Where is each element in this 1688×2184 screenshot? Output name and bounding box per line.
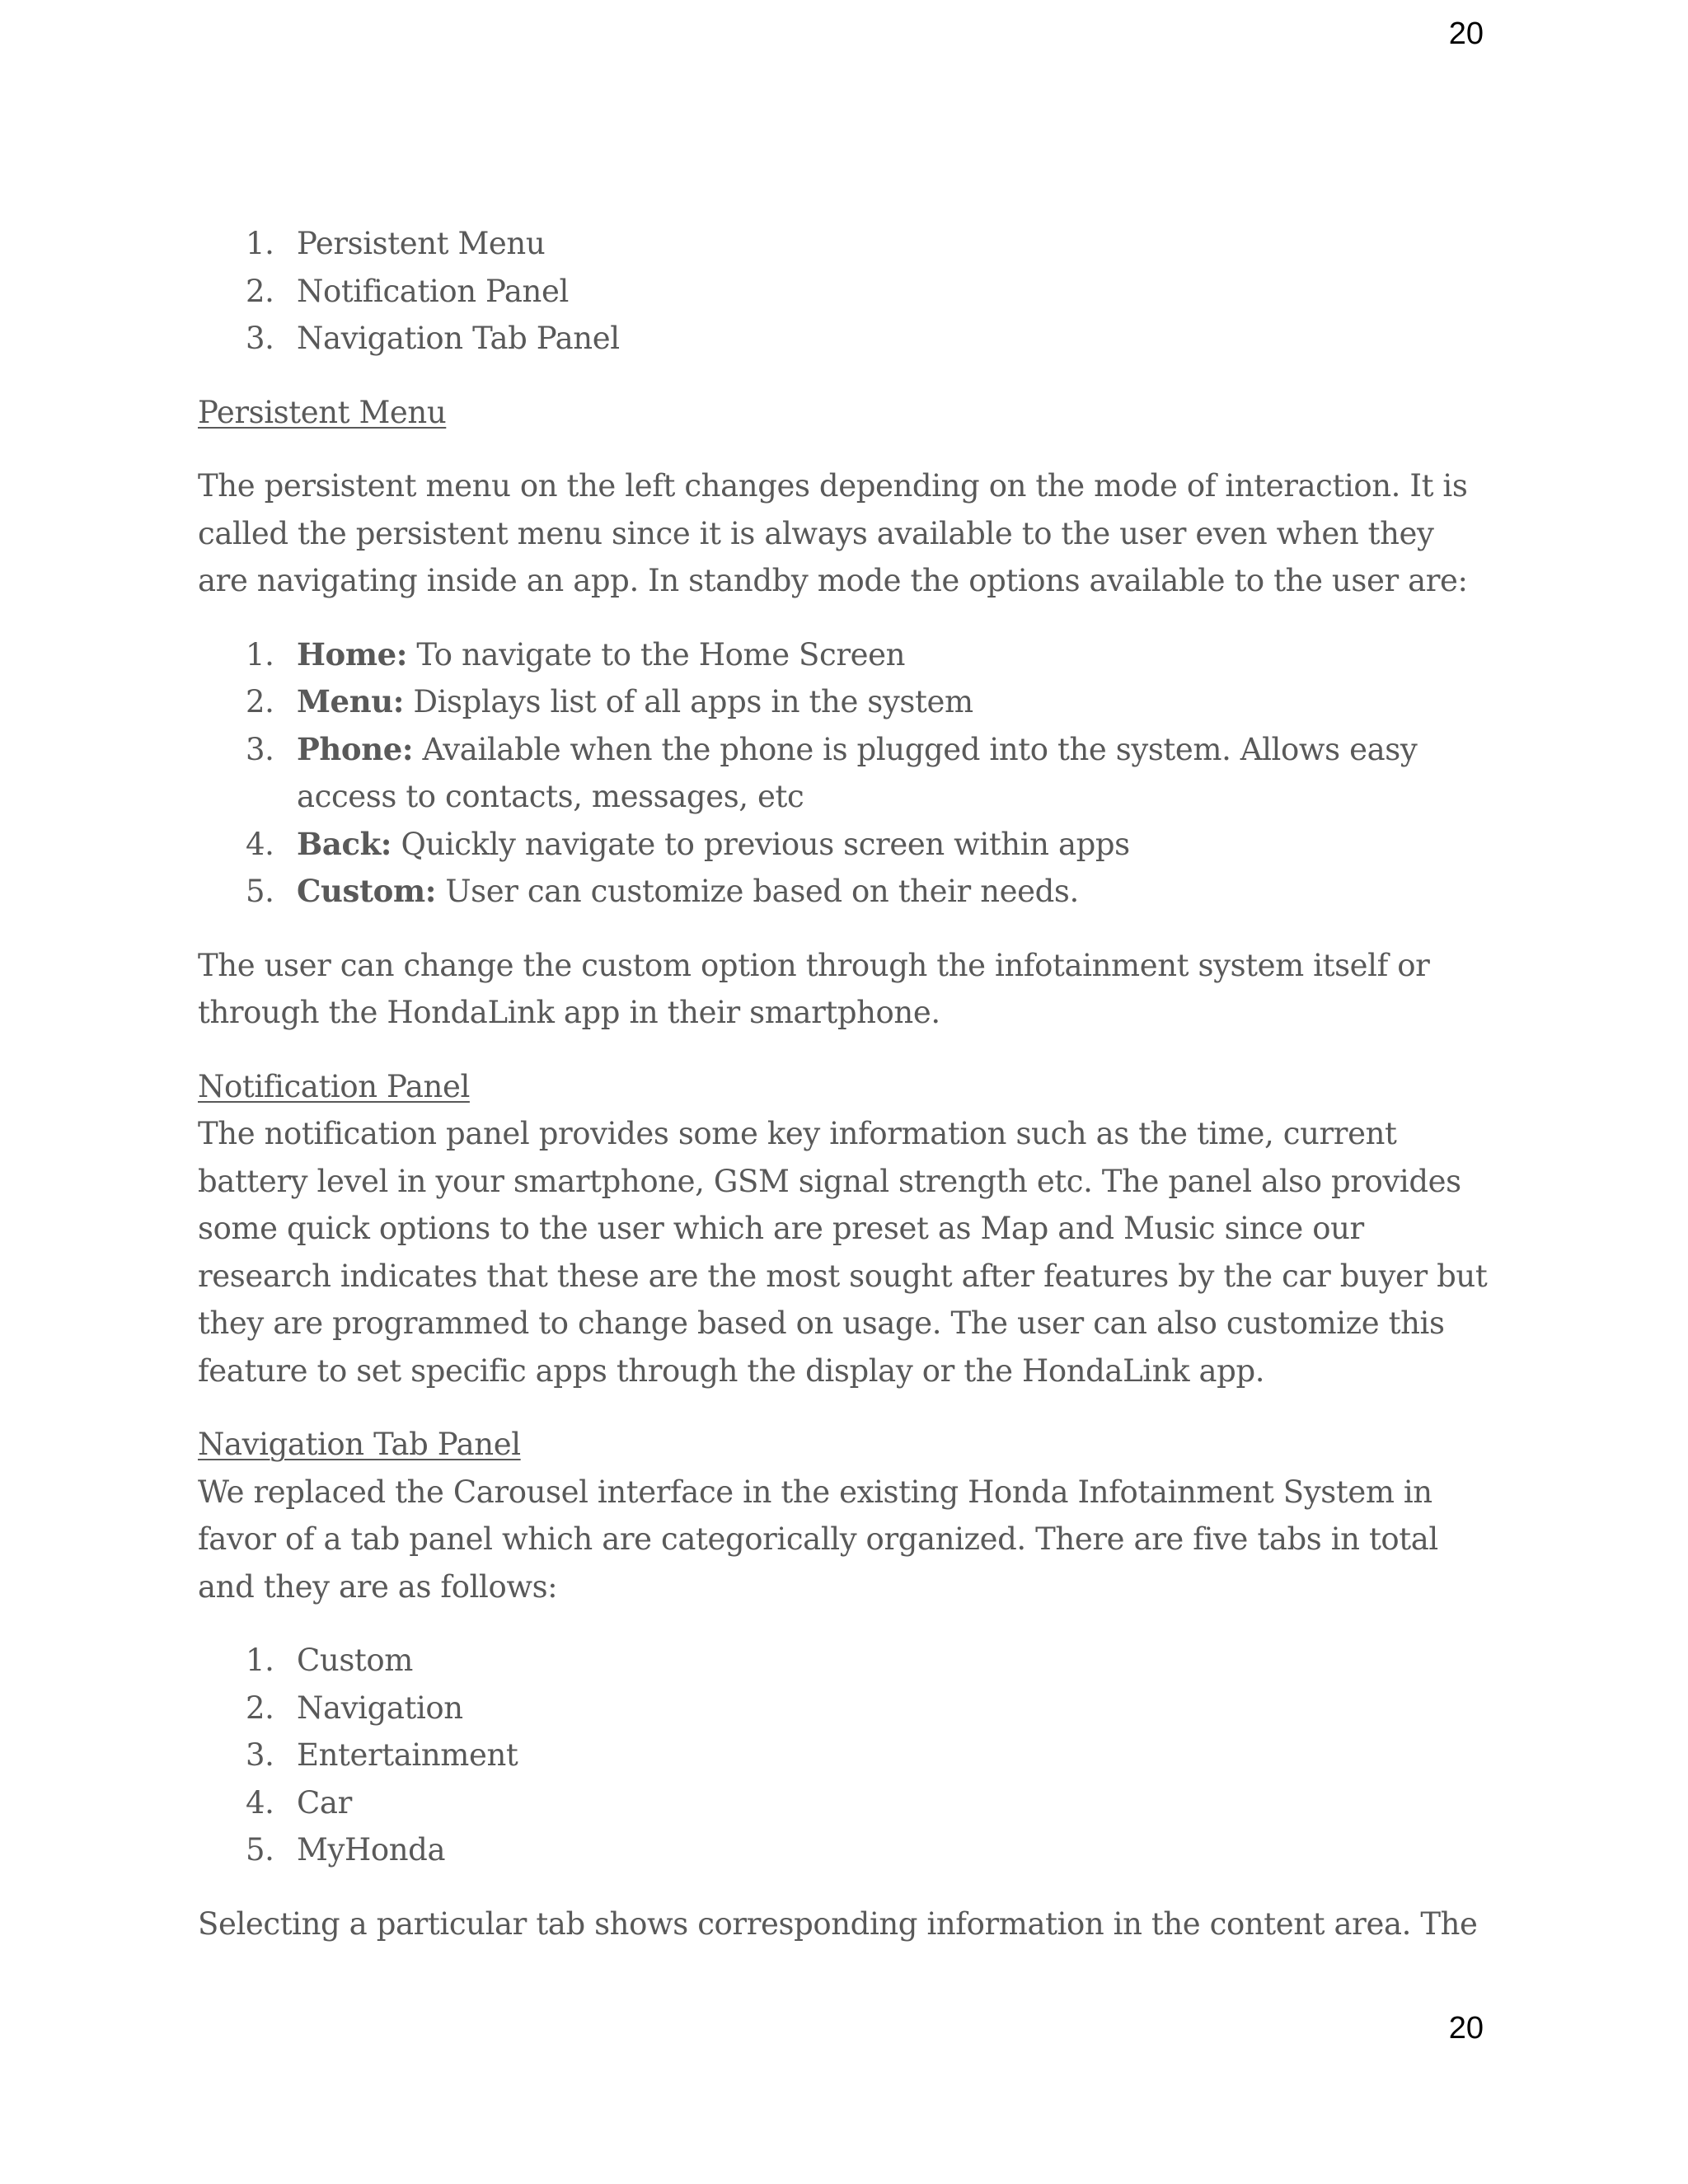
persistent-menu-body: The persistent menu on the left changes depending on the mode of interaction. It is called the persistent menu since it is always available to the user even when they are navigating inside an app. In standby mode the options available to the user are: [198, 468, 1468, 598]
list-number: 1. [246, 1643, 274, 1678]
option-term: Menu: [297, 683, 404, 719]
list-item [198, 726, 1492, 821]
list-item-text: Notification Panel [297, 273, 569, 309]
navigation-tab-panel-closing: Selecting a particular tab shows corresponding information in the content area. The [198, 1905, 1478, 1942]
section-heading-notification-panel [198, 1063, 1492, 1111]
list-item [198, 1826, 1492, 1874]
option-desc: Displays list of all apps in the system [403, 684, 973, 719]
heading-text: Notification Panel [198, 1068, 470, 1104]
list-number: 2. [246, 684, 274, 719]
list-item [198, 1685, 1492, 1732]
section-heading-navigation-tab-panel [198, 1421, 1492, 1469]
option-term: Home: [297, 635, 407, 673]
page-number-top: 20 [1448, 16, 1484, 51]
list-number: 3. [246, 1737, 274, 1773]
option-term: Custom: [297, 873, 436, 909]
list-item [198, 821, 1492, 869]
option-desc: To navigate to the Home Screen [407, 636, 906, 673]
option-term: Phone: [297, 730, 414, 767]
list-item [198, 1732, 1492, 1779]
tab-list [198, 1637, 1492, 1874]
heading-text: Persistent Menu [198, 394, 447, 430]
persistent-menu-followup: The user can change the custom option through the infotainment system itself or through the HondaLink app in their smartphone. [198, 947, 1430, 1030]
list-item [198, 268, 1492, 316]
option-desc: User can customize based on their needs. [435, 874, 1079, 909]
list-number: 3. [246, 321, 274, 356]
persistent-menu-options [198, 631, 1492, 916]
option-desc: Quickly navigate to previous screen within apps [392, 826, 1130, 862]
list-item-text: Navigation [297, 1690, 463, 1726]
list-item [198, 631, 1492, 679]
list-number: 2. [246, 273, 274, 309]
list-item-text: Car [297, 1784, 352, 1821]
heading-text: Navigation Tab Panel [198, 1427, 521, 1462]
list-number: 5. [246, 874, 274, 909]
list-item [198, 315, 1492, 363]
list-item [198, 1637, 1492, 1685]
list-number: 5. [246, 1832, 274, 1868]
list-number: 4. [246, 1784, 274, 1821]
list-item [198, 220, 1492, 268]
list-number: 1. [246, 636, 274, 673]
list-item [198, 1779, 1492, 1827]
option-desc: Available when the phone is plugged into the system. Allows easy access to contacts, messages, etc [297, 731, 1418, 814]
page-number-bottom: 20 [1448, 2011, 1484, 2046]
list-item [198, 678, 1492, 726]
list-item-text: Custom [297, 1643, 413, 1678]
list-number: 1. [246, 226, 274, 261]
list-item [198, 868, 1492, 916]
notification-panel-body: The notification panel provides some key information such as the time, current battery level in your smartphone, GSM signal strength etc. The panel also provides some quick options to the user which are preset as Map and Music since our research indicates that these are the most sought after features by the car buyer but they are programmed to change based on usage. The user can also customize this feature to set specific apps through the display or the HondaLink app. [198, 1116, 1488, 1389]
page-content [198, 220, 1492, 1947]
intro-list [198, 220, 1492, 363]
list-number: 3. [246, 731, 274, 767]
navigation-tab-panel-body: We replaced the Carousel interface in the existing Honda Infotainment System in favor of a tab panel which are categorically organized. There are five tabs in total and they are as follows: [198, 1474, 1438, 1605]
option-term: Back: [297, 825, 392, 862]
list-item-text: Navigation Tab Panel [297, 321, 620, 356]
section-heading-persistent-menu [198, 389, 1492, 437]
list-item-text: Entertainment [297, 1737, 518, 1773]
list-number: 2. [246, 1690, 274, 1726]
list-number: 4. [246, 826, 274, 862]
list-item-text: MyHonda [297, 1832, 446, 1868]
list-item-text: Persistent Menu [297, 226, 546, 261]
